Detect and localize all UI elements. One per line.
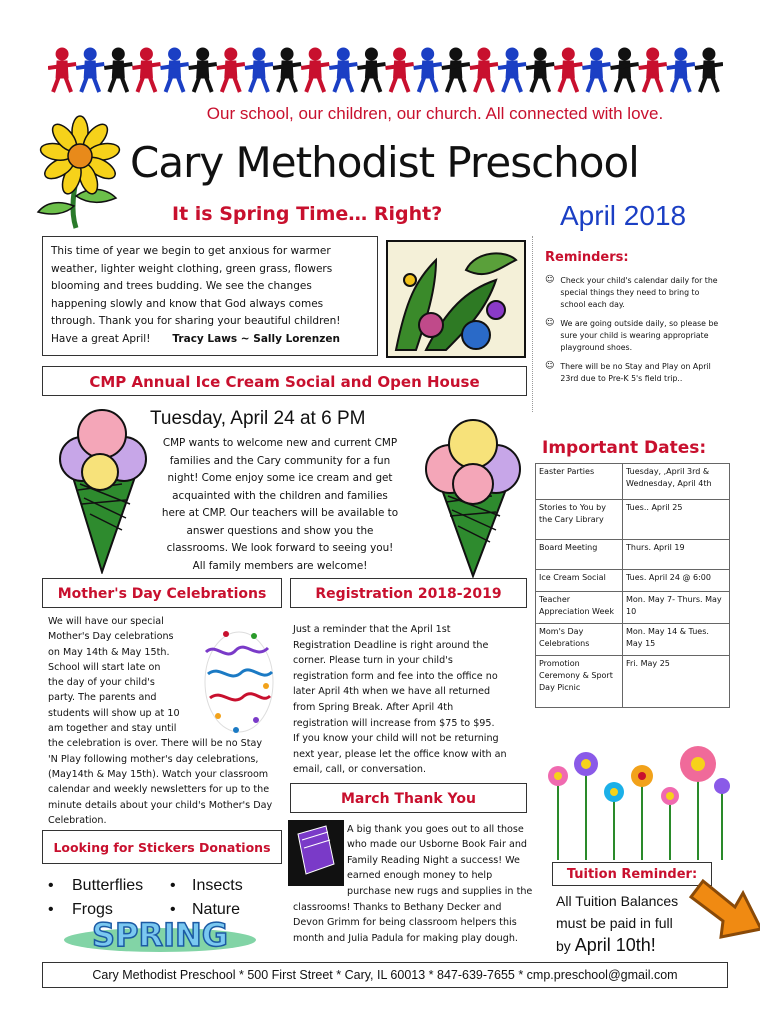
paper-doll-figure	[442, 48, 470, 92]
sticker-item: Insects	[192, 877, 243, 894]
footer-box	[42, 962, 728, 988]
mothers-day-line: Mother's Day celebrations	[48, 631, 174, 643]
table-row	[536, 570, 730, 592]
spring-word: SPRING	[91, 916, 229, 954]
march-thanks-heading-box	[290, 783, 527, 813]
paper-doll-figure	[554, 48, 582, 92]
ice-cream-cone-left	[52, 404, 152, 574]
march-thanks-line: classrooms! Thanks to Bethany Decker and	[293, 902, 502, 913]
table-row	[536, 500, 730, 540]
paper-doll-figure	[161, 48, 189, 92]
paper-doll-figure	[611, 48, 639, 92]
march-thanks-wide	[293, 900, 518, 946]
ice-cream-line: All family members are welcome!	[192, 559, 368, 572]
paper-doll-figure	[582, 48, 610, 92]
march-thanks-line: A big thank you goes out to all those	[347, 824, 524, 835]
paper-doll-figure	[104, 48, 132, 92]
march-thanks-line: Family Reading Night a success! We	[347, 854, 520, 866]
signature: Tracy Laws ~ Sally Lorenzen	[172, 332, 340, 345]
registration-body	[293, 622, 507, 778]
march-thanks-line: earned enough money to help	[347, 870, 493, 882]
ice-cream-line: answer questions and show you the	[186, 524, 374, 537]
mothers-day-line: on May 14th & May 15th.	[48, 646, 170, 658]
tuition-body	[556, 890, 678, 957]
page-title: Cary Methodist Preschool	[130, 138, 639, 187]
table-row	[536, 656, 730, 708]
ice-cream-line: classrooms. We look forward to seeing you!	[166, 542, 394, 554]
bullet-icon: •	[48, 901, 54, 918]
ice-cream-heading: CMP Annual Ice Cream Social and Open House	[89, 373, 480, 391]
tuition-line: must be paid in full	[556, 915, 673, 931]
garden-clipart	[386, 240, 526, 358]
table-row	[536, 592, 730, 624]
table-cell: Mon. May 14 & Tues. May 15	[623, 624, 730, 656]
subtitle: It is Spring Time… Right?	[172, 203, 443, 225]
registration-line: Registration Deadline is right around the	[293, 639, 489, 651]
mothers-day-line: party. The parents and	[48, 692, 157, 704]
stickers-heading: Looking for Stickers Donations	[53, 840, 271, 855]
paper-doll-figure	[217, 48, 245, 92]
spring-word-art	[62, 914, 258, 954]
ice-cream-date: Tuesday, April 24 at 6 PM	[150, 408, 366, 429]
table-cell: Board Meeting	[536, 540, 623, 570]
paper-doll-figure	[526, 48, 554, 92]
books-icon	[288, 820, 344, 886]
mothers-day-line: (May14th & May 15th). Watch your classroom	[48, 768, 269, 780]
march-thanks-line: who made our Usborne Book Fair and	[347, 839, 527, 851]
registration-line: next year, please let the office know with an	[293, 748, 507, 760]
registration-line: If you know your child will not be returning	[293, 733, 499, 745]
march-thanks-line: Devon Grimm for being classroom helpers this	[293, 917, 517, 929]
registration-line: registration will increase from $75 to $95.	[293, 717, 495, 729]
smiley-icon: ☺	[545, 275, 555, 285]
reminder-item: We are going outside daily, so please be sure your child is wearing appropriate playground shoes.	[560, 319, 719, 352]
sticker-item: Butterflies	[72, 877, 144, 894]
table-cell: Tues. April 24 @ 6:00	[623, 570, 730, 592]
mothers-day-line: School will start late on	[48, 661, 161, 673]
paper-doll-figure	[301, 48, 329, 92]
table-cell: Teacher Appreciation Week	[536, 592, 623, 624]
table-row	[536, 624, 730, 656]
table-cell: Tues.. April 25	[623, 500, 730, 540]
ice-cream-line: families and the Cary community for a fun	[169, 454, 391, 467]
paper-doll-figure	[132, 48, 160, 92]
tuition-by: by	[556, 938, 571, 954]
table-cell: Fri. May 25	[623, 656, 730, 708]
intro-line: weather, lighter weight clothing, green grass, flowers	[51, 262, 333, 275]
paper-doll-figure	[667, 48, 695, 92]
smiley-icon: ☺	[545, 318, 555, 328]
march-thanks-heading: March Thank You	[341, 791, 476, 807]
ice-cream-body	[150, 435, 410, 575]
table-cell: Thurs. April 19	[623, 540, 730, 570]
reminders-box	[532, 236, 734, 412]
tuition-heading: Tuition Reminder:	[566, 867, 698, 882]
tuition-date: April 10th!	[574, 935, 656, 955]
ice-cream-line: CMP wants to welcome new and current CMP	[162, 437, 398, 449]
registration-line: from Spring Break. After April 4th	[293, 701, 454, 713]
paper-doll-figure	[695, 48, 723, 92]
mothers-day-line: We will have our special	[48, 616, 164, 627]
ice-cream-line: acquainted with the children and families	[172, 489, 388, 502]
paper-doll-banner	[48, 46, 723, 94]
paper-doll-figure	[329, 48, 357, 92]
paper-doll-figure	[273, 48, 301, 92]
paper-doll-figure	[48, 48, 76, 92]
table-cell: Mon. May 7- Thurs. May 10	[623, 592, 730, 624]
bullet-icon: •	[48, 877, 54, 894]
mothers-day-line: am together and stay until	[48, 723, 177, 735]
tagline: Our school, our children, our church. All connected with love.	[206, 104, 664, 123]
sticker-item: Frogs	[72, 901, 113, 918]
stickers-heading-box	[42, 830, 282, 864]
intro-line: through. Thank you for sharing your beautiful children!	[51, 315, 341, 327]
paper-doll-figure	[470, 48, 498, 92]
bullet-icon: •	[170, 901, 176, 918]
smiley-icon: ☺	[545, 361, 555, 371]
mothers-day-heading-box	[42, 578, 282, 608]
intro-line: happening slowly and know that God always comes	[51, 297, 324, 310]
intro-line: This time of year we begin to get anxious for warmer	[51, 245, 331, 257]
table-cell: Ice Cream Social	[536, 570, 623, 592]
table-cell: Tuesday, ,April 3rd & Wednesday, April 4th	[623, 464, 730, 500]
tuition-line: All Tuition Balances	[556, 893, 679, 909]
important-dates-heading: Important Dates:	[542, 438, 707, 458]
march-thanks-line: purchase new rugs and supplies in the	[347, 885, 533, 897]
ice-cream-heading-box	[42, 366, 527, 396]
mothers-day-line: minute details about your child's Mother's Day	[48, 799, 273, 811]
flower-border-art	[538, 740, 730, 860]
march-thanks-line: month and Julia Padula for making play dough.	[293, 932, 518, 944]
registration-heading: Registration 2018-2019	[315, 586, 502, 602]
paper-doll-figure	[245, 48, 273, 92]
registration-heading-box	[290, 578, 527, 608]
registration-line: corner. Please turn in your child's	[293, 655, 453, 667]
reminder-item: There will be no Stay and Play on April 23rd due to Pre-K 5's field trip..	[560, 362, 711, 383]
month-label: April 2018	[560, 200, 687, 231]
paper-doll-figure	[639, 48, 667, 92]
ice-cream-line: night! Come enjoy some ice cream and get	[167, 472, 393, 484]
table-cell: Stories to You by the Cary Library	[536, 500, 623, 540]
registration-line: email, call, or conversation.	[293, 764, 427, 776]
mothers-day-heading: Mother's Day Celebrations	[57, 586, 267, 602]
mothers-day-line: Celebration.	[48, 814, 107, 826]
ice-cream-line: here at CMP. Our teachers will be available to	[161, 507, 399, 519]
table-row	[536, 464, 730, 500]
table-cell: Mom's Day Celebrations	[536, 624, 623, 656]
mothers-day-line: calendar and weekly newsletters for up to the	[48, 784, 270, 796]
table-cell: Easter Parties	[536, 464, 623, 500]
footer-text: Cary Methodist Preschool * 500 First Street * Cary, IL 60013 * 847-639-7655 * cmp.preschool@gmail.com	[92, 968, 678, 982]
mothers-day-line: 'N Play following mother's day celebrations,	[48, 753, 259, 765]
paper-doll-figure	[498, 48, 526, 92]
paper-doll-figure	[386, 48, 414, 92]
mothers-day-line: students will show up at 10	[48, 707, 180, 719]
march-thanks-narrow	[347, 822, 532, 899]
registration-line: registration form and fee into the office no	[293, 670, 498, 682]
daisy-flower-icon	[30, 110, 130, 230]
intro-line: Have a great April!	[51, 332, 151, 345]
paper-doll-figure	[189, 48, 217, 92]
reminders-heading: Reminders:	[545, 250, 629, 265]
ice-cream-cone-right	[418, 414, 528, 579]
table-cell: Promotion Ceremony & Sport Day Picnic	[536, 656, 623, 708]
registration-line: Just a reminder that the April 1st	[293, 624, 451, 635]
mothers-day-line: the celebration is over. There will be no Stay	[48, 738, 263, 750]
important-dates-table	[535, 463, 730, 708]
intro-box	[42, 236, 378, 356]
table-row	[536, 540, 730, 570]
arrow-icon	[688, 866, 760, 952]
registration-line: later April 4th when we have all returned	[293, 686, 491, 698]
paper-doll-figure	[76, 48, 104, 92]
sticker-item: Nature	[192, 901, 241, 918]
bullet-icon: •	[170, 877, 176, 894]
paper-doll-figure	[414, 48, 442, 92]
mothers-day-line: the day of your child's	[48, 677, 155, 689]
paper-doll-figure	[357, 48, 385, 92]
intro-line: blooming and trees budding. We see the changes	[51, 280, 312, 292]
reminder-item: Check your child's calendar daily for the special things they need to bring to school each day.	[560, 276, 718, 309]
easter-egg-icon	[196, 612, 282, 742]
